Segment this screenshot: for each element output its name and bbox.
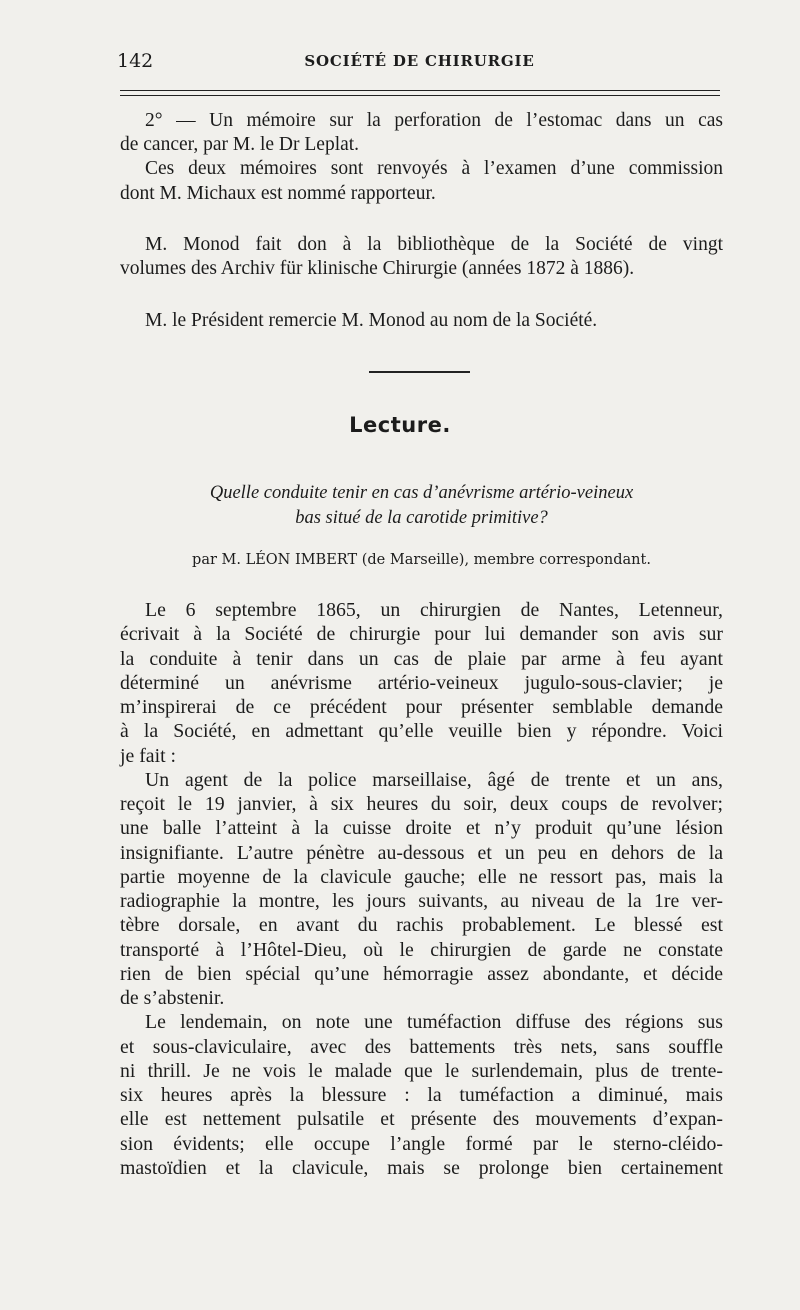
text-line: je fait : <box>120 744 177 767</box>
paragraph-president <box>120 309 723 333</box>
text-line: 2° — Un mémoire sur la perforation de l’estomac dans un cas <box>145 110 723 131</box>
text-line: rien de bien spécial qu’une hémorragie assez abondante, et décide <box>120 962 723 985</box>
page-number: 142 <box>117 50 154 72</box>
text-line: de s’abstenir. <box>120 987 225 1009</box>
text-line: volumes des Archiv für klinische Chirurgie (années 1872 à 1886). <box>120 258 635 280</box>
text-line: déterminé un anévrisme artério-veineux jugulo-sous-clavier; je <box>120 671 723 694</box>
text-line: mastoïdien et la clavicule, mais se prolonge bien certainement <box>120 1156 723 1179</box>
text-line: ni thrill. Je ne vois le malade que le surlendemain, plus de trente- <box>120 1059 723 1082</box>
article-title-line: Quelle conduite tenir en cas d’anévrisme artério-veineux <box>209 483 634 503</box>
text-line: dont M. Michaux est nommé rapporteur. <box>120 182 436 204</box>
article-body <box>120 598 723 1180</box>
text-line: sion évidents; elle occupe l’angle formé par le sterno-cléido- <box>120 1132 723 1155</box>
text-line: partie moyenne de la clavicule gauche; elle ne ressort pas, mais la <box>120 865 723 888</box>
text-line: radiographie la montre, les jours suivants, au niveau de la 1re ver- <box>120 890 723 912</box>
text-line: elle est nettement pulsatile et présente des mouvements d’expan- <box>120 1108 723 1131</box>
running-head: SOCIÉTÉ DE CHIRURGIE <box>304 52 535 70</box>
text-line: m’inspirerai de ce précédent pour présenter semblable demande <box>120 696 723 718</box>
text-line: Ces deux mémoires sont renvoyés à l’examen d’une commission <box>145 158 723 180</box>
text-line: et sous-claviculaire, avec des battements très nets, sans souffle <box>120 1035 723 1058</box>
section-separator <box>369 371 470 373</box>
text-line: Un agent de la police marseillaise, âgé de trente et un ans, <box>145 768 723 791</box>
text-line: M. Monod fait don à la bibliothèque de la Société de vingt <box>145 234 723 255</box>
text-line: transporté à l’Hôtel-Dieu, où le chirurgien de garde ne constate <box>120 938 723 961</box>
article-title <box>120 481 723 531</box>
text-line: insignifiante. L’autre pénètre au-dessous et un peu en dehors de la <box>120 841 723 864</box>
text-line: de cancer, par M. le Dr Leplat. <box>120 134 360 156</box>
text-line: M. le Président remercie M. Monod au nom de la Société. <box>145 310 598 331</box>
paragraph-memoire <box>120 109 723 206</box>
paragraph-monod-don <box>120 233 723 281</box>
text-line: Le 6 septembre 1865, un chirurgien de Nantes, Letenneur, <box>145 599 723 621</box>
text-line: reçoit le 19 janvier, à six heures du soir, deux coups de revolver; <box>120 793 723 815</box>
text-line: tèbre dorsale, en avant du rachis probablement. Le blessé est <box>120 914 723 937</box>
text-line: écrivait à la Société de chirurgie pour lui demander son avis sur <box>120 623 723 646</box>
text-line: une balle l’atteint à la cuisse droite et n’y produit qu’une lésion <box>120 817 723 840</box>
article-title-line: bas situé de la carotide primitive? <box>295 508 548 528</box>
byline: par M. LÉON IMBERT (de Marseille), membre correspondant. <box>192 552 651 568</box>
header-rule <box>120 90 720 96</box>
text-line: six heures après la blessure : la tuméfaction a diminué, mais <box>120 1084 723 1106</box>
text-line: Le lendemain, on note une tuméfaction diffuse des régions sus <box>145 1011 723 1034</box>
text-line: la conduite à tenir dans un cas de plaie par arme à feu ayant <box>120 647 723 670</box>
section-title: Lecture. <box>349 413 451 437</box>
text-line: à la Société, en admettant qu’elle veuille bien y répondre. Voici <box>120 720 723 743</box>
page-header <box>117 50 722 72</box>
